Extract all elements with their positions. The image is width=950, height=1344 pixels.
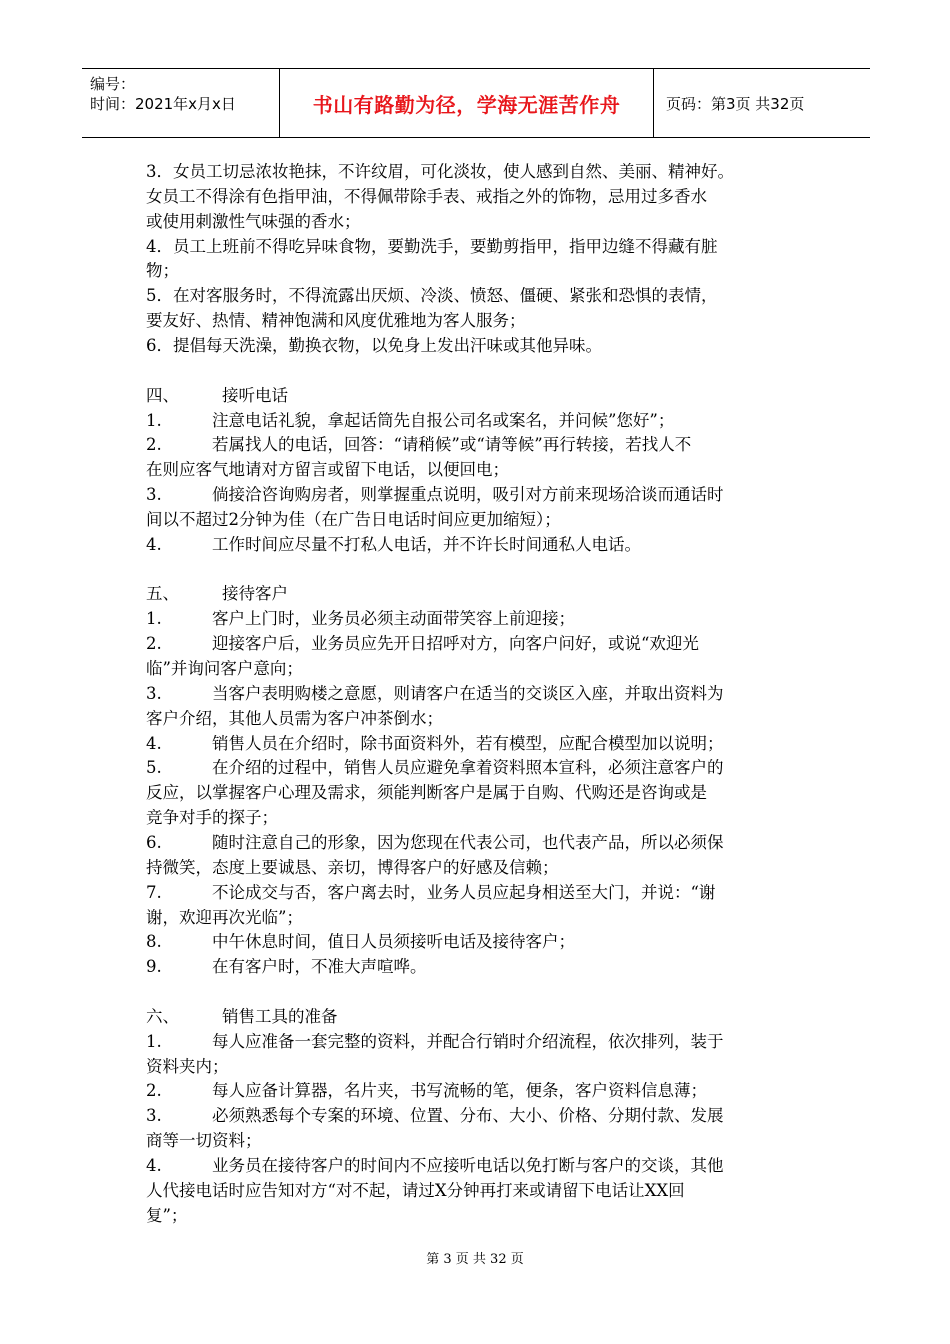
item-number: 5.: [146, 758, 162, 778]
section-heading: [146, 1005, 338, 1029]
item-text: 不论成交与否，客户离去时，业务人员应起身相送至大门，并说：“谢: [212, 882, 716, 902]
item-number: 4.: [146, 733, 162, 753]
section-title: 销售工具的准备: [222, 1006, 338, 1026]
item-text: 倘接洽咨询购房者，则掌握重点说明，吸引对方前来现场洽谈而通话时: [212, 485, 724, 505]
section-number: 五、: [146, 584, 179, 604]
section-number: 六、: [146, 1006, 179, 1026]
list-item: [146, 632, 699, 656]
motto-text: 书山有路勤为径，学海无涯苦作舟: [312, 92, 621, 117]
item-number: 9.: [146, 957, 162, 977]
code-label: 编号：: [90, 75, 136, 93]
text-line: 反应，以掌握客户心理及需求，须能判断客户是属于自购、代购还是咨询或是: [146, 783, 707, 803]
item-number: 1.: [146, 410, 162, 430]
section-number: 四、: [146, 385, 179, 405]
list-item: [146, 732, 724, 756]
list-item: [146, 1030, 724, 1054]
item-number: 3.: [146, 1106, 162, 1126]
list-item: [146, 1104, 724, 1128]
section-heading: [146, 582, 288, 606]
section-title: 接待客户: [222, 584, 288, 604]
page-footer: 第 3 页 共 32 页: [426, 1252, 524, 1267]
item-number: 3.: [146, 485, 162, 505]
list-item: [146, 831, 724, 855]
text-line: 竞争对手的探子；: [146, 808, 278, 828]
item-text: 工作时间应尽量不打私人电话，并不许长时间通私人电话。: [212, 534, 641, 554]
text-line: 6．提倡每天洗澡，勤换衣物，以免身上发出汗味或其他异味。: [146, 335, 602, 355]
header-table: [82, 68, 870, 138]
list-item: [146, 881, 715, 905]
list-item: [146, 409, 674, 433]
text-line: 临”并询问客户意向；: [146, 659, 303, 678]
list-item: [146, 433, 691, 457]
item-text: 注意电话礼貌，拿起话筒先自报公司名或案名，并问候”您好”；: [212, 410, 675, 430]
header-motto-cell: [280, 69, 654, 137]
item-text: 当客户表明购楼之意愿，则请客户在适当的交谈区入座，并取出资料为: [212, 683, 724, 703]
header-meta-cell: [82, 69, 280, 137]
list-item: [146, 607, 575, 631]
item-text: 业务员在接待客户的时间内不应接听电话以免打断与客户的交谈，其他: [212, 1156, 724, 1175]
list-item: [146, 483, 724, 507]
list-item: [146, 1079, 707, 1103]
text-line: 或使用刺激性气味强的香水；: [146, 211, 361, 231]
item-number: 8.: [146, 932, 162, 952]
text-line: 3．女员工切忌浓妆艳抹，不许纹眉，可化淡妆，使人感到自然、美丽、精神好。: [146, 162, 734, 181]
text-line: 间以不超过2分钟为佳（在广告日电话时间应更加缩短）；: [146, 509, 561, 529]
text-line: 客户介绍，其他人员需为客户冲茶倒水；: [146, 708, 443, 728]
text-line: 4．员工上班前不得吃异味食物，要勤洗手，要勤剪指甲，指甲边缝不得藏有脏: [146, 236, 718, 256]
item-text: 若属找人的电话，回答：“请稍候”或“请等候”再行转接，若找人不: [212, 435, 692, 455]
item-number: 2.: [146, 634, 162, 654]
section-title: 接听电话: [222, 385, 288, 405]
item-number: 1.: [146, 1031, 162, 1051]
item-text: 必须熟悉每个专案的环境、位置、分布、大小、价格、分期付款、发展: [212, 1106, 724, 1126]
list-item: [146, 533, 641, 557]
list-item: [146, 930, 575, 954]
item-text: 每人应备计算器，名片夹，书写流畅的笔，便条，客户资料信息薄；: [212, 1081, 707, 1101]
text-line: 物；: [146, 261, 179, 281]
text-line: 5．在对客服务时，不得流露出厌烦、冷淡、愤怒、僵硬、紧张和恐惧的表情，: [146, 286, 718, 306]
item-number: 3.: [146, 683, 162, 703]
item-text: 中午休息时间，值日人员须接听电话及接待客户；: [212, 932, 575, 952]
text-line: 要友好、热情、精神饱满和风度优雅地为客人服务；: [146, 311, 526, 331]
item-text: 销售人员在介绍时，除书面资料外，若有模型，应配合模型加以说明；: [212, 733, 724, 753]
item-number: 6.: [146, 832, 162, 852]
item-number: 7.: [146, 882, 162, 902]
list-item: [146, 955, 427, 979]
page-info: 页码：第3页 共32页: [666, 94, 805, 113]
item-number: 2.: [146, 1081, 162, 1101]
text-line: 资料夹内；: [146, 1056, 229, 1076]
item-text: 在有客户时，不准大声喧哗。: [212, 957, 427, 977]
text-line: 女员工不得涂有色指甲油，不得佩带除手表、戒指之外的饰物，忌用过多香水: [146, 186, 707, 206]
text-line: 人代接电话时应告知对方“对不起，请过X分钟再打来或请留下电话让XX回: [146, 1180, 685, 1200]
header-page-cell: [654, 69, 870, 137]
text-line: 商等一切资料；: [146, 1131, 262, 1151]
text-line: 谢，欢迎再次光临”；: [146, 907, 303, 927]
section-heading: [146, 384, 288, 408]
item-number: 4.: [146, 534, 162, 554]
item-text: 在介绍的过程中，销售人员应避免拿着资料照本宣科，必须注意客户的: [212, 758, 724, 778]
item-number: 1.: [146, 609, 162, 629]
item-text: 每人应准备一套完整的资料，并配合行销时介绍流程，依次排列，装于: [212, 1031, 724, 1051]
item-number: 2.: [146, 435, 162, 455]
text-line: 复”；: [146, 1205, 188, 1225]
item-number: 4.: [146, 1156, 162, 1175]
item-text: 随时注意自己的形象，因为您现在代表公司，也代表产品，所以必须保: [212, 832, 724, 852]
item-text: 迎接客户后，业务员应先开日招呼对方，向客户问好，或说“欢迎光: [212, 634, 699, 654]
text-line: 在则应客气地请对方留言或留下电话，以便回电；: [146, 460, 509, 480]
item-text: 客户上门时，业务员必须主动面带笑容上前迎接；: [212, 609, 575, 629]
list-item: [146, 1154, 724, 1178]
list-item: [146, 682, 724, 706]
list-item: [146, 756, 724, 780]
date-label: 时间：2021年x月x日: [90, 95, 236, 113]
text-line: 持微笑，态度上要诚恳、亲切，博得客户的好感及信赖；: [146, 857, 559, 877]
